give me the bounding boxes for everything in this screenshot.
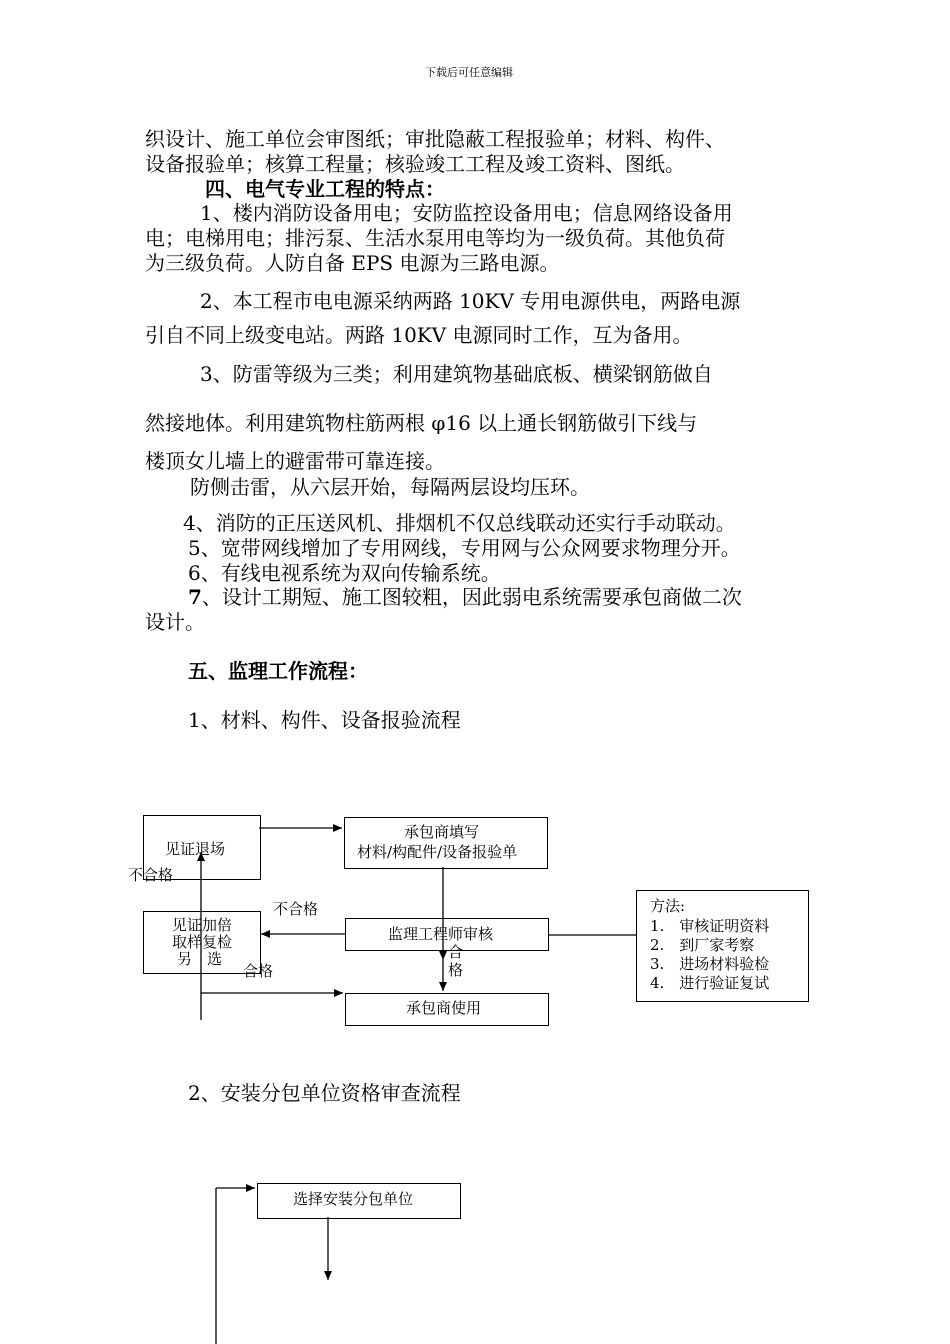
methods-title: 方法:: [650, 897, 686, 915]
flow-box-fill-line2: 材料/构配件/设备报验单: [357, 843, 518, 861]
methods-item: 4. 进行验证复试: [650, 974, 770, 992]
flow-title-2: 2、安装分包单位资格审查流程: [188, 1081, 461, 1105]
section-heading-4: 四、电气专业工程的特点：: [205, 177, 445, 201]
flow-box-select-label: 选择安装分包单位: [293, 1190, 414, 1208]
label-fail-left: 不合格: [128, 866, 174, 884]
paragraph-line: 织设计、施工单位会审图纸；审批隐蔽工程报验单；材料、构件、: [145, 127, 725, 151]
item-number: 7: [188, 585, 202, 609]
paragraph-line: 3、防雷等级为三类；利用建筑物基础底板、横梁钢筋做自: [200, 362, 713, 386]
paragraph-line: 1、楼内消防设备用电；安防监控设备用电；信息网络设备用: [200, 201, 733, 225]
flow-box-use-label: 承包商使用: [406, 999, 482, 1017]
paragraph-line: 然接地体。利用建筑物柱筋两根 φ16 以上通长钢筋做引下线与: [145, 411, 698, 435]
flow-title-1: 1、材料、构件、设备报验流程: [188, 708, 461, 732]
paragraph-text: 、设计工期短、施工图较粗，因此弱电系统需要承包商做二次: [201, 585, 742, 609]
flow-box-retest-line2: 取样复检: [172, 933, 233, 951]
label-fail-mid: 不合格: [273, 900, 319, 918]
paragraph-line: 楼顶女儿墙上的避雷带可靠连接。: [145, 449, 445, 473]
methods-item: 2. 到厂家考察: [650, 936, 755, 954]
flow-box-fill-line1: 承包商填写: [404, 823, 480, 841]
methods-item: 1. 审核证明资料: [650, 917, 770, 935]
label-pass-left: 合格: [243, 962, 274, 980]
paragraph-line: 设备报验单；核算工程量；核验竣工工程及竣工资料、图纸。: [145, 152, 685, 176]
paragraph-line: 6、有线电视系统为双向传输系统。: [188, 561, 501, 585]
methods-item: 3. 进场材料验检: [650, 955, 770, 973]
paragraph-line: 引自不同上级变电站。两路 10KV 电源同时工作，互为备用。: [145, 323, 693, 347]
paragraph-line: 电；电梯用电；排污泵、生活水泵用电等均为一级负荷。其他负荷: [145, 226, 725, 250]
label-pass-vertical: 合: [448, 943, 464, 961]
flow-box-retest-line1: 见证加倍: [172, 916, 233, 934]
paragraph-line: 4、消防的正压送风机、排烟机不仅总线联动还实行手动联动。: [183, 511, 736, 535]
paragraph-line: 为三级负荷。人防自备 EPS 电源为三路电源。: [145, 251, 560, 275]
section-heading-5: 五、监理工作流程：: [188, 659, 368, 683]
flow-box-exit-label: 见证退场: [165, 840, 226, 858]
paragraph-line: 防侧击雷，从六层开始，每隔两层设均压环。: [190, 475, 590, 499]
paragraph-line: 设计。: [145, 610, 205, 634]
paragraph-line: 5、宽带网线增加了专用网线，专用网与公众网要求物理分开。: [188, 536, 741, 560]
paragraph-line: 2、本工程市电电源采纳两路 10KV 专用电源供电，两路电源: [200, 289, 741, 313]
flow-box-review-label: 监理工程师审核: [388, 925, 494, 943]
header-note: 下载后可任意编辑: [425, 66, 513, 79]
label-pass-vertical: 格: [448, 961, 464, 979]
flow-box-retest-line3: 另 选: [177, 950, 223, 968]
